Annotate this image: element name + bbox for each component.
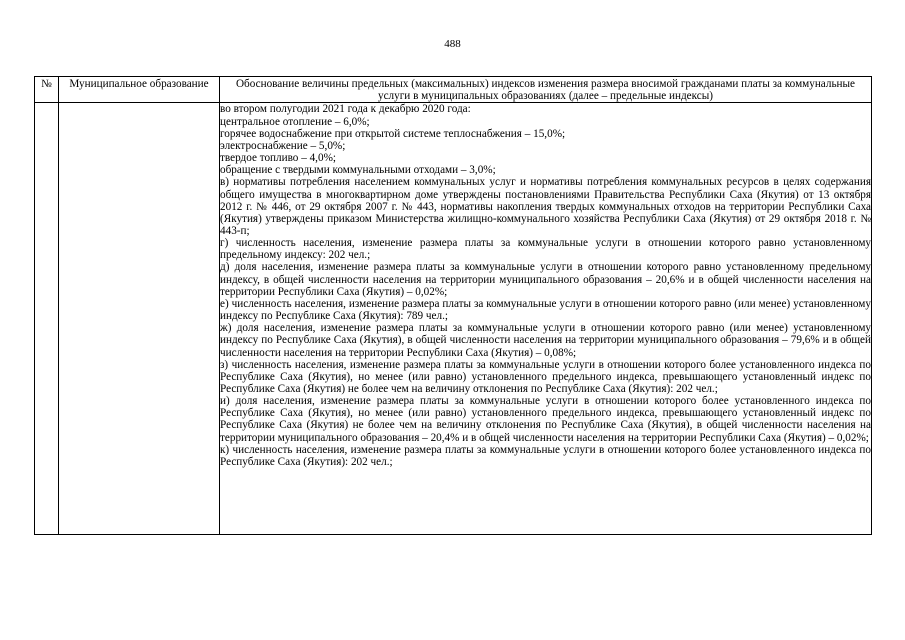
justification-cell — [220, 103, 872, 535]
paragraph: и) доля населения, изменение размера платы за коммунальные услуги в отношении которого более установленного индекса по Республике Саха (Якутия), но менее (или равно) установленного предельного индекса, превышающего установленный индекс по Республике Саха (Якутия) не более чем на величину отклонения по Республике Саха (Якутия), в общей численности населения на территории муниципального образования – 20,4% и в общей численности населения на территории Республики Саха (Якутия) – 0,02%; — [220, 395, 871, 444]
paragraph: электроснабжение – 5,0%; — [220, 139, 346, 152]
paragraph: е) численность населения, изменение размера платы за коммунальные услуги в отношении которого равно (или менее) установленному индексу по Республике Саха (Якутия): 789 чел.; — [220, 297, 871, 323]
header-justification: Обоснование величины предельных (максимальных) индексов изменения размера вносимой гражданами платы за коммунальные услуги в муниципальных образованиях (далее – предельные индексы) — [220, 77, 872, 103]
row-municipality-cell — [59, 103, 220, 535]
table-row — [35, 103, 872, 535]
header-municipality: Муниципальное образование — [59, 77, 220, 103]
paragraph: твердое топливо – 4,0%; — [220, 152, 336, 165]
paragraph: обращение с твердыми коммунальными отходами – 3,0%; — [220, 164, 496, 177]
paragraph: в) нормативы потребления населением коммунальных услуг и нормативы потребления коммунальных ресурсов в целях содержания общего имущества в многоквартирном доме утверждены постановлениями Правительства Республики Саха (Якутия) от 13 октября 2012 г. № 446, от 29 октября 2007 г. № 443, нормативы накопления твердых коммунальных отходов на территории Республики Саха (Якутия) утверждены приказом Министерства жилищно-коммунального хозяйства Республики Саха (Якутия) от 29 октября 2018 г. № 443-п; — [220, 176, 871, 237]
paragraph: горячее водоснабжение при открытой системе теплоснабжения – 15,0%; — [220, 127, 566, 140]
paragraph: ж) доля населения, изменение размера платы за коммунальные услуги в отношении которого равно (или менее) установленному индексу по Республике Саха (Якутия), в общей численности населения на территории муниципального образования – 79,6% и в общей численности населения на территории Республики Саха (Якутия) – 0,08%; — [220, 322, 871, 359]
paragraph: д) доля населения, изменение размера платы за коммунальные услуги в отношении которого равно установленному предельному индексу, в общей численности населения на территории муниципального образования – 20,6% и в общей численности населения на территории Республики Саха (Якутия) – 0,02%; — [220, 261, 871, 298]
page-number: 488 — [444, 38, 461, 50]
row-number-cell — [35, 103, 59, 535]
paragraph: центральное отопление – 6,0%; — [220, 115, 370, 128]
header-number: № — [35, 77, 59, 103]
paragraph: г) численность населения, изменение размера платы за коммунальные услуги в отношении которого равно установленному предельному индексу: 202 чел.; — [220, 237, 871, 262]
paragraph: к) численность населения, изменение размера платы за коммунальные услуги в отношении которого более установленного индекса по Республике Саха (Якутия): 202 чел.; — [220, 443, 871, 468]
indices-table — [34, 76, 872, 535]
paragraph: во втором полугодии 2021 года к декабрю 2020 года: — [220, 103, 471, 116]
paragraph: з) численность населения, изменение размера платы за коммунальные услуги в отношении которого более установленного индекса по Республике Саха (Якутия), но менее (или равно) установленного предельного индекса, превышающего установленный индекс по Республике Саха (Якутия) не более чем на величину отклонения по Республике Саха (Якутия): 202 чел.; — [220, 358, 871, 395]
table-header-row — [35, 77, 872, 103]
